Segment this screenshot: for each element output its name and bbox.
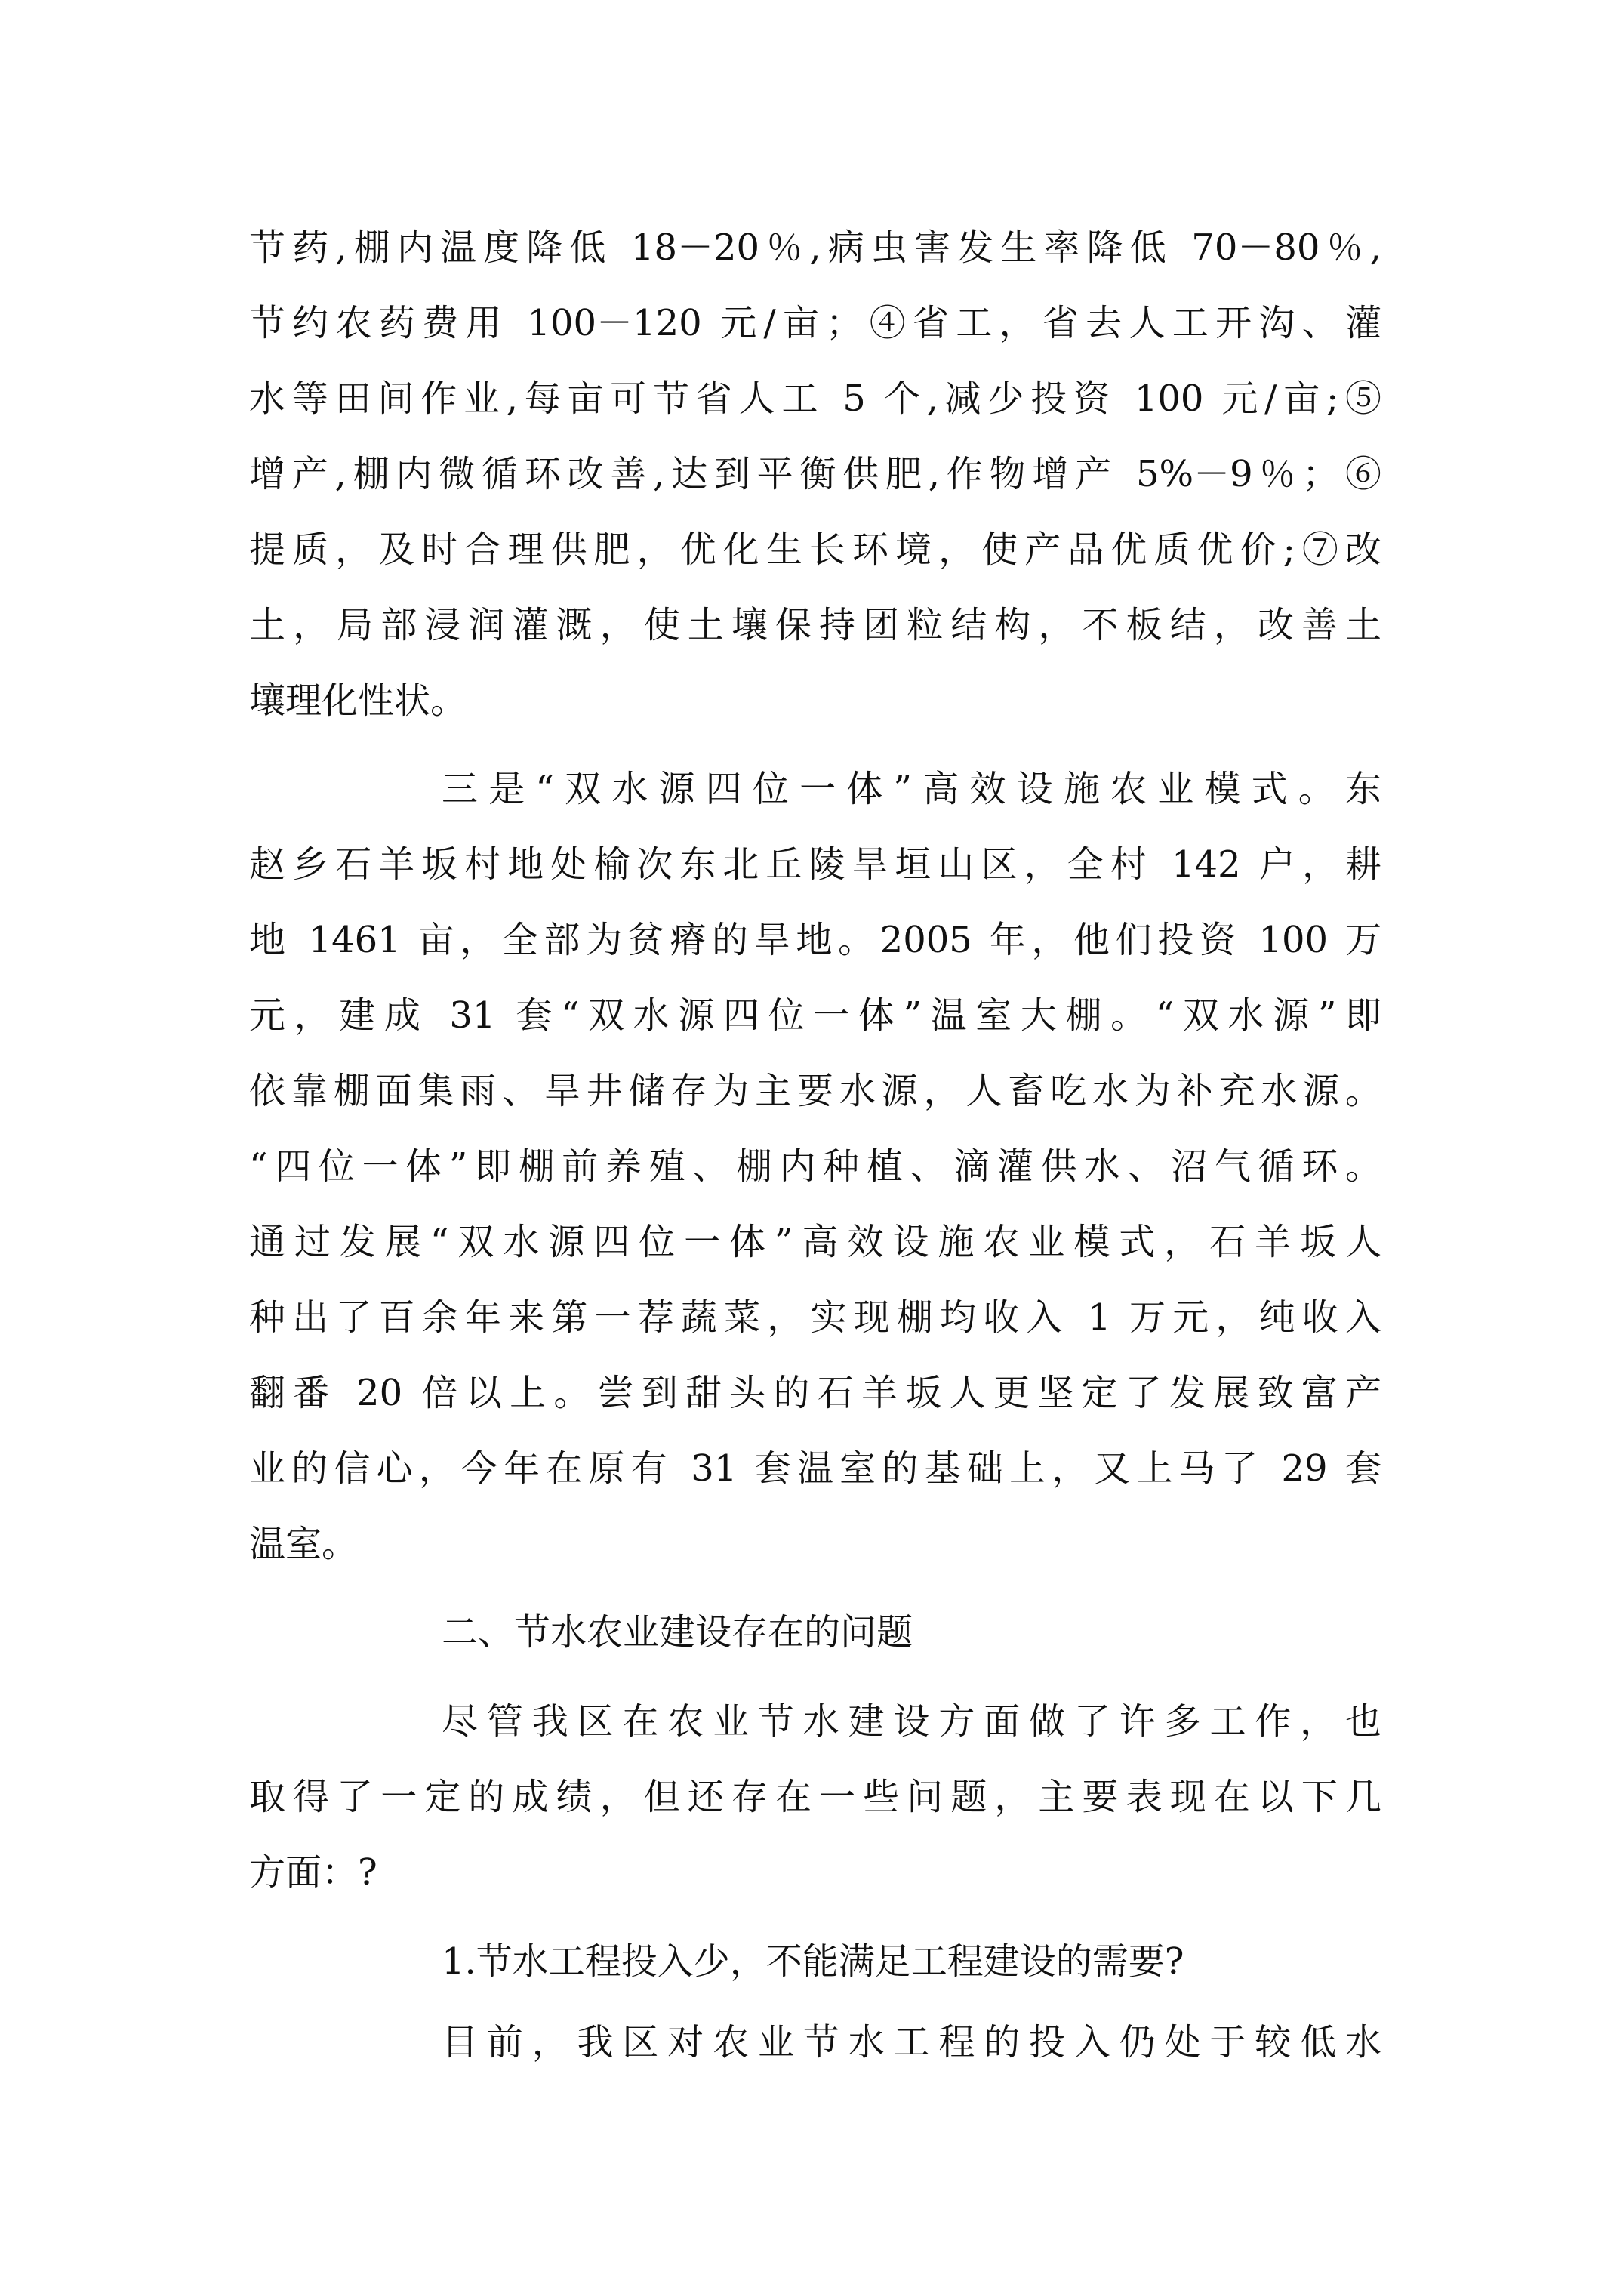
text-line-11: 元，建成 31 套“双水源四位一体”温室大棚。“双水源”即 bbox=[249, 994, 1381, 1037]
text-line-4: 增产,棚内微循环改善,达到平衡供肥,作物增产 5%－9％；⑥ bbox=[249, 453, 1381, 495]
text-line-12: 依靠棚面集雨、旱井储存为主要水源，人畜吃水为补充水源。 bbox=[249, 1070, 1381, 1112]
text-line-16: 翻番 20 倍以上。尝到甜头的石羊坂人更坚定了发展致富产 bbox=[249, 1372, 1381, 1414]
text-line-2: 节约农药费用 100－120 元/亩；④省工，省去人工开沟、灌 bbox=[249, 302, 1381, 344]
text-line-17: 业的信心，今年在原有 31 套温室的基础上，又上马了 29 套 bbox=[249, 1447, 1381, 1490]
text-line-18: 温室。 bbox=[249, 1523, 359, 1565]
text-line-14: 通过发展“双水源四位一体”高效设施农业模式，石羊坂人 bbox=[249, 1221, 1381, 1263]
paragraph-three-first-line: 三是“双水源四位一体”高效设施农业模式。东 bbox=[442, 768, 1381, 810]
section-heading: 二、节水农业建设存在的问题 bbox=[442, 1611, 913, 1653]
text-line-15: 种出了百余年来第一荐蔬菜，实现棚均收入 1 万元，纯收入 bbox=[249, 1296, 1381, 1339]
text-line-24: 目前，我区对农业节水工程的投入仍处于较低水 bbox=[442, 2021, 1381, 2063]
text-line-3: 水等田间作业,每亩可节省人工 5 个,减少投资 100 元/亩;⑤ bbox=[249, 378, 1381, 420]
text-line-21: 取得了一定的成绩，但还存在一些问题，主要表现在以下几 bbox=[249, 1776, 1381, 1818]
text-line-9: 赵乡石羊坂村地处榆次东北丘陵旱垣山区，全村 142 户，耕 bbox=[249, 843, 1381, 886]
problems-intro-first-line: 尽管我区在农业节水建设方面做了许多工作，也 bbox=[442, 1700, 1381, 1743]
text-line-13: “四位一体”即棚前养殖、棚内种植、滴灌供水、沼气循环。 bbox=[249, 1145, 1381, 1188]
text-line-1: 节药,棚内温度降低 18－20％,病虫害发生率降低 70－80％, bbox=[249, 227, 1381, 269]
text-line-22: 方面：? bbox=[249, 1851, 377, 1894]
subheading-investment: 1.节水工程投入少，不能满足工程建设的需要? bbox=[442, 1940, 1184, 1983]
text-line-5: 提质，及时合理供肥，优化生长环境，使产品优质优价;⑦改 bbox=[249, 529, 1381, 571]
text-line-6: 土，局部浸润灌溉，使土壤保持团粒结构，不板结，改善土 bbox=[249, 604, 1381, 646]
text-line-10: 地 1461 亩，全部为贫瘠的旱地。2005 年，他们投资 100 万 bbox=[249, 919, 1381, 961]
text-line-7: 壤理化性状。 bbox=[249, 680, 467, 722]
